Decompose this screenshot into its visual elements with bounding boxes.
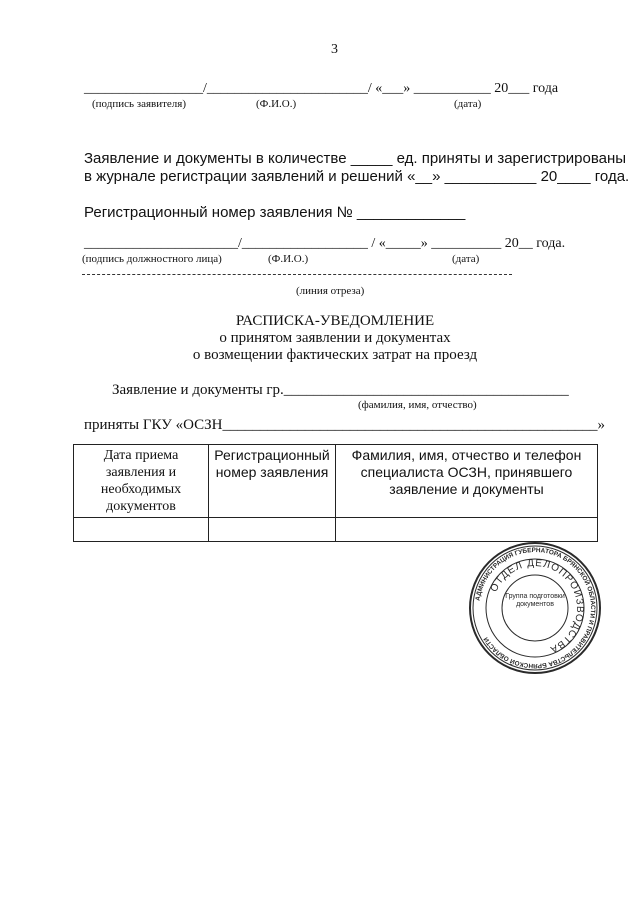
agency-line: приняты ГКУ «ОСЗН__________________________________________________»: [84, 417, 605, 433]
receipt-table: [73, 444, 598, 542]
cut-line-label: (линия отреза): [296, 285, 365, 297]
stamp-ring-text: АДМИНИСТРАЦИЯ ГУБЕРНАТОРА БРЯНСКОЙ ОБЛАСТИ И ПРАВИТЕЛЬСТВА БРЯНСКОЙ ОБЛАСТИ: [474, 546, 597, 670]
registration-line-1: Заявление и документы в количестве _____ ед. приняты и зарегистрированы: [84, 150, 627, 167]
header-registration-number: Регистрационный номер заявления: [209, 445, 336, 518]
cell-registration-number: [209, 518, 336, 542]
page-number: 3: [331, 42, 338, 57]
registration-number-line: Регистрационный номер заявления № _____________: [84, 204, 466, 221]
stamp-inner-ring-text: ОТДЕЛ ДЕЛОПРОИЗВОДСТВА: [488, 557, 586, 656]
official-signature-caption: (подпись должностного лица): [82, 253, 222, 265]
office-stamp: [468, 541, 602, 675]
applicant-date-caption: (дата): [454, 98, 482, 110]
registration-line-2: в журнале регистрации заявлений и решений «__» ___________ 20____ года.: [84, 168, 630, 185]
cell-date-received: [74, 518, 209, 542]
stamp-center-text: Группа подготовки документов: [505, 593, 565, 608]
table-header-row: [74, 445, 598, 518]
cut-line: [82, 274, 512, 275]
header-date-received: Дата приема заявления и необходимых документов: [74, 445, 209, 518]
official-signature-line: ______________________/__________________ / «_____» __________ 20__ года.: [84, 236, 566, 251]
citizen-caption: (фамилия, имя, отчество): [358, 399, 477, 411]
receipt-title: РАСПИСКА-УВЕДОМЛЕНИЕ: [235, 313, 435, 329]
citizen-line: Заявление и документы гр.______________________________________: [112, 382, 569, 398]
receipt-subtitle-2: о возмещении фактических затрат на проезд: [192, 347, 478, 363]
applicant-signature-caption: (подпись заявителя): [92, 98, 187, 110]
applicant-signature-line: _________________/_______________________/ «___» ___________ 20___ года: [84, 81, 559, 96]
cell-specialist: [336, 518, 598, 542]
official-date-caption: (дата): [452, 253, 480, 265]
table-row: [74, 518, 598, 542]
receipt-subtitle-1: о принятом заявлении и документах: [219, 330, 451, 346]
official-name-caption: (Ф.И.О.): [268, 253, 309, 265]
applicant-name-caption: (Ф.И.О.): [256, 98, 297, 110]
header-specialist: Фамилия, имя, отчество и телефон специалиста ОСЗН, принявшего заявление и документы: [336, 445, 598, 518]
